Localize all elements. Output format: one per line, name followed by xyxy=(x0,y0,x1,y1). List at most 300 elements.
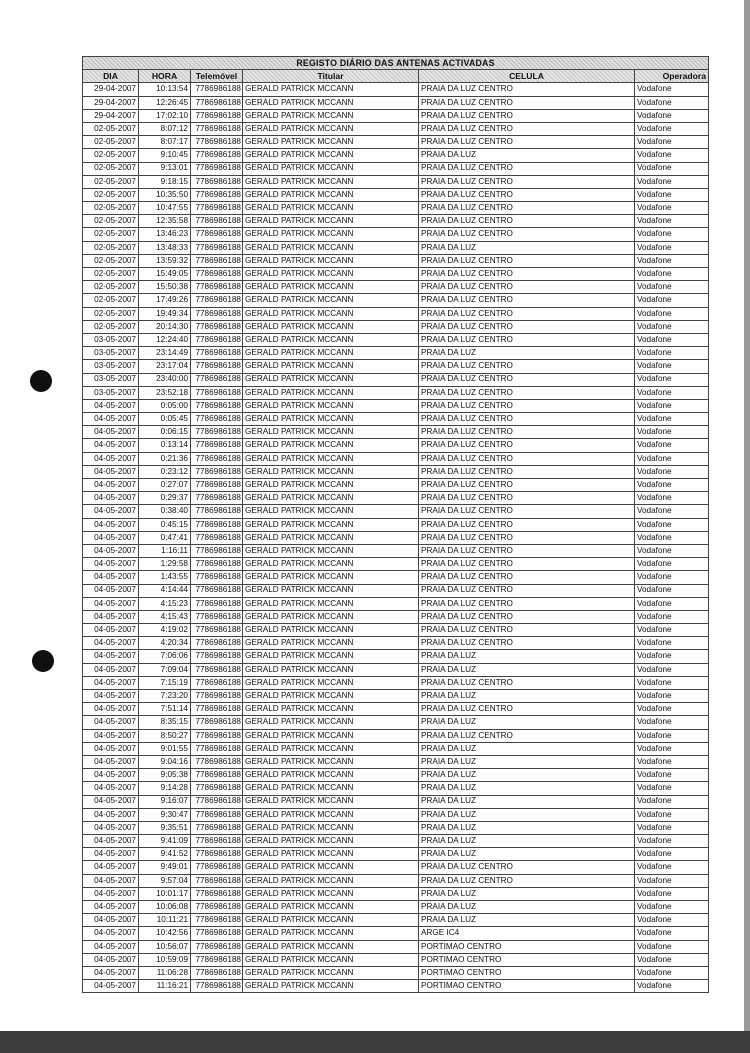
cell-celula: PRAIA DA LUZ xyxy=(419,663,635,676)
cell-dia: 04-05-2007 xyxy=(83,452,139,465)
cell-celula: PRAIA DA LUZ CENTRO xyxy=(419,333,635,346)
cell-hora: 23:14:49 xyxy=(139,347,191,360)
table-row xyxy=(83,347,709,360)
cell-dia: 04-05-2007 xyxy=(83,861,139,874)
cell-operadora: Vodafone xyxy=(635,175,709,188)
cell-hora: 0:23:12 xyxy=(139,465,191,478)
cell-dia: 29-04-2007 xyxy=(83,109,139,122)
cell-hora: 10:13:54 xyxy=(139,83,191,96)
cell-dia: 02-05-2007 xyxy=(83,281,139,294)
cell-celula: PRAIA DA LUZ xyxy=(419,848,635,861)
cell-telemovel: 7786986188 xyxy=(191,228,243,241)
cell-dia: 04-05-2007 xyxy=(83,505,139,518)
table-row xyxy=(83,413,709,426)
cell-hora: 23:52:18 xyxy=(139,386,191,399)
cell-dia: 04-05-2007 xyxy=(83,795,139,808)
cell-titular: GERALD PATRICK MCCANN xyxy=(243,914,419,927)
cell-celula: PRAIA DA LUZ CENTRO xyxy=(419,307,635,320)
cell-celula: PORTIMAO CENTRO xyxy=(419,980,635,993)
cell-celula: PRAIA DA LUZ xyxy=(419,742,635,755)
table-row xyxy=(83,333,709,346)
cell-dia: 02-05-2007 xyxy=(83,268,139,281)
table-row xyxy=(83,307,709,320)
cell-titular: GERALD PATRICK MCCANN xyxy=(243,452,419,465)
cell-operadora: Vodafone xyxy=(635,439,709,452)
table-row xyxy=(83,874,709,887)
cell-hora: 10:59:09 xyxy=(139,953,191,966)
cell-dia: 04-05-2007 xyxy=(83,571,139,584)
cell-titular: GERALD PATRICK MCCANN xyxy=(243,307,419,320)
cell-dia: 04-05-2007 xyxy=(83,426,139,439)
table-row xyxy=(83,782,709,795)
cell-hora: 13:59:32 xyxy=(139,254,191,267)
cell-celula: PRAIA DA LUZ CENTRO xyxy=(419,386,635,399)
cell-telemovel: 7786986188 xyxy=(191,703,243,716)
cell-celula: PRAIA DA LUZ xyxy=(419,901,635,914)
cell-operadora: Vodafone xyxy=(635,835,709,848)
cell-titular: GERALD PATRICK MCCANN xyxy=(243,492,419,505)
cell-operadora: Vodafone xyxy=(635,980,709,993)
cell-operadora: Vodafone xyxy=(635,755,709,768)
cell-hora: 0:27:07 xyxy=(139,479,191,492)
table-row xyxy=(83,188,709,201)
table-row xyxy=(83,927,709,940)
table-header-row xyxy=(83,70,709,83)
cell-hora: 9:41:52 xyxy=(139,848,191,861)
cell-titular: GERALD PATRICK MCCANN xyxy=(243,479,419,492)
cell-operadora: Vodafone xyxy=(635,795,709,808)
cell-celula: PRAIA DA LUZ xyxy=(419,769,635,782)
table-row xyxy=(83,690,709,703)
cell-dia: 04-05-2007 xyxy=(83,821,139,834)
cell-celula: PRAIA DA LUZ CENTRO xyxy=(419,162,635,175)
cell-telemovel: 7786986188 xyxy=(191,597,243,610)
cell-telemovel: 7786986188 xyxy=(191,808,243,821)
cell-operadora: Vodafone xyxy=(635,914,709,927)
cell-celula: PRAIA DA LUZ xyxy=(419,914,635,927)
cell-dia: 04-05-2007 xyxy=(83,940,139,953)
cell-celula: PRAIA DA LUZ CENTRO xyxy=(419,452,635,465)
cell-titular: GERALD PATRICK MCCANN xyxy=(243,386,419,399)
cell-operadora: Vodafone xyxy=(635,821,709,834)
cell-operadora: Vodafone xyxy=(635,597,709,610)
cell-telemovel: 7786986188 xyxy=(191,610,243,623)
cell-titular: GERALD PATRICK MCCANN xyxy=(243,690,419,703)
cell-titular: GERALD PATRICK MCCANN xyxy=(243,742,419,755)
table-row xyxy=(83,887,709,900)
cell-titular: GERALD PATRICK MCCANN xyxy=(243,122,419,135)
cell-hora: 9:13:01 xyxy=(139,162,191,175)
cell-dia: 02-05-2007 xyxy=(83,254,139,267)
cell-telemovel: 7786986188 xyxy=(191,439,243,452)
cell-hora: 9:57:04 xyxy=(139,874,191,887)
table-row xyxy=(83,281,709,294)
column-header-hora: HORA xyxy=(139,70,191,83)
cell-dia: 03-05-2007 xyxy=(83,333,139,346)
cell-celula: PRAIA DA LUZ xyxy=(419,782,635,795)
cell-titular: GERALD PATRICK MCCANN xyxy=(243,544,419,557)
cell-celula: PRAIA DA LUZ CENTRO xyxy=(419,268,635,281)
cell-dia: 04-05-2007 xyxy=(83,874,139,887)
cell-hora: 0:21:36 xyxy=(139,452,191,465)
cell-operadora: Vodafone xyxy=(635,268,709,281)
cell-telemovel: 7786986188 xyxy=(191,399,243,412)
table-row xyxy=(83,320,709,333)
cell-operadora: Vodafone xyxy=(635,492,709,505)
cell-dia: 04-05-2007 xyxy=(83,610,139,623)
cell-hora: 4:15:23 xyxy=(139,597,191,610)
cell-titular: GERALD PATRICK MCCANN xyxy=(243,571,419,584)
cell-hora: 10:56:07 xyxy=(139,940,191,953)
cell-telemovel: 7786986188 xyxy=(191,676,243,689)
table-row xyxy=(83,571,709,584)
cell-titular: GERALD PATRICK MCCANN xyxy=(243,927,419,940)
cell-operadora: Vodafone xyxy=(635,584,709,597)
cell-dia: 04-05-2007 xyxy=(83,544,139,557)
cell-celula: PRAIA DA LUZ CENTRO xyxy=(419,729,635,742)
cell-operadora: Vodafone xyxy=(635,320,709,333)
cell-celula: PRAIA DA LUZ CENTRO xyxy=(419,439,635,452)
cell-operadora: Vodafone xyxy=(635,518,709,531)
cell-hora: 9:14:28 xyxy=(139,782,191,795)
cell-telemovel: 7786986188 xyxy=(191,188,243,201)
cell-hora: 9:05:38 xyxy=(139,769,191,782)
cell-operadora: Vodafone xyxy=(635,479,709,492)
cell-operadora: Vodafone xyxy=(635,188,709,201)
cell-titular: GERALD PATRICK MCCANN xyxy=(243,413,419,426)
cell-dia: 04-05-2007 xyxy=(83,663,139,676)
cell-operadora: Vodafone xyxy=(635,202,709,215)
cell-dia: 04-05-2007 xyxy=(83,637,139,650)
table-row xyxy=(83,294,709,307)
cell-operadora: Vodafone xyxy=(635,940,709,953)
cell-titular: GERALD PATRICK MCCANN xyxy=(243,729,419,742)
cell-hora: 8:50:27 xyxy=(139,729,191,742)
cell-telemovel: 7786986188 xyxy=(191,848,243,861)
cell-dia: 29-04-2007 xyxy=(83,83,139,96)
cell-celula: PRAIA DA LUZ CENTRO xyxy=(419,531,635,544)
table-row xyxy=(83,149,709,162)
cell-hora: 9:18:15 xyxy=(139,175,191,188)
cell-telemovel: 7786986188 xyxy=(191,136,243,149)
cell-operadora: Vodafone xyxy=(635,215,709,228)
table-row xyxy=(83,558,709,571)
cell-dia: 02-05-2007 xyxy=(83,202,139,215)
cell-titular: GERALD PATRICK MCCANN xyxy=(243,703,419,716)
document-title: REGISTO DIÁRIO DAS ANTENAS ACTIVADAS xyxy=(83,57,709,70)
cell-dia: 04-05-2007 xyxy=(83,835,139,848)
cell-hora: 10:01:17 xyxy=(139,887,191,900)
table-row xyxy=(83,808,709,821)
cell-telemovel: 7786986188 xyxy=(191,294,243,307)
cell-telemovel: 7786986188 xyxy=(191,953,243,966)
cell-celula: PRAIA DA LUZ CENTRO xyxy=(419,874,635,887)
table-row xyxy=(83,544,709,557)
cell-hora: 8:07:12 xyxy=(139,122,191,135)
cell-hora: 8:35:15 xyxy=(139,716,191,729)
cell-hora: 0:05:00 xyxy=(139,399,191,412)
cell-celula: PRAIA DA LUZ xyxy=(419,690,635,703)
cell-operadora: Vodafone xyxy=(635,848,709,861)
cell-telemovel: 7786986188 xyxy=(191,544,243,557)
cell-operadora: Vodafone xyxy=(635,122,709,135)
cell-titular: GERALD PATRICK MCCANN xyxy=(243,966,419,979)
cell-operadora: Vodafone xyxy=(635,676,709,689)
cell-titular: GERALD PATRICK MCCANN xyxy=(243,637,419,650)
cell-titular: GERALD PATRICK MCCANN xyxy=(243,848,419,861)
cell-dia: 04-05-2007 xyxy=(83,413,139,426)
cell-celula: PRAIA DA LUZ CENTRO xyxy=(419,610,635,623)
cell-telemovel: 7786986188 xyxy=(191,663,243,676)
cell-operadora: Vodafone xyxy=(635,624,709,637)
cell-hora: 7:51:14 xyxy=(139,703,191,716)
cell-celula: PRAIA DA LUZ CENTRO xyxy=(419,202,635,215)
cell-hora: 10:47:55 xyxy=(139,202,191,215)
cell-hora: 12:26:45 xyxy=(139,96,191,109)
cell-telemovel: 7786986188 xyxy=(191,518,243,531)
cell-dia: 04-05-2007 xyxy=(83,703,139,716)
cell-operadora: Vodafone xyxy=(635,149,709,162)
cell-telemovel: 7786986188 xyxy=(191,268,243,281)
table-row xyxy=(83,624,709,637)
table-row xyxy=(83,452,709,465)
cell-telemovel: 7786986188 xyxy=(191,782,243,795)
cell-celula: PRAIA DA LUZ CENTRO xyxy=(419,571,635,584)
cell-operadora: Vodafone xyxy=(635,901,709,914)
table-row xyxy=(83,742,709,755)
cell-operadora: Vodafone xyxy=(635,650,709,663)
cell-titular: GERALD PATRICK MCCANN xyxy=(243,347,419,360)
cell-hora: 10:42:56 xyxy=(139,927,191,940)
table-row xyxy=(83,215,709,228)
cell-telemovel: 7786986188 xyxy=(191,716,243,729)
cell-dia: 04-05-2007 xyxy=(83,927,139,940)
cell-hora: 13:48:33 xyxy=(139,241,191,254)
cell-celula: PRAIA DA LUZ CENTRO xyxy=(419,122,635,135)
cell-operadora: Vodafone xyxy=(635,966,709,979)
cell-operadora: Vodafone xyxy=(635,769,709,782)
table-row xyxy=(83,821,709,834)
cell-dia: 04-05-2007 xyxy=(83,808,139,821)
table-row xyxy=(83,980,709,993)
cell-hora: 12:35:58 xyxy=(139,215,191,228)
cell-operadora: Vodafone xyxy=(635,571,709,584)
cell-titular: GERALD PATRICK MCCANN xyxy=(243,676,419,689)
cell-hora: 9:10:45 xyxy=(139,149,191,162)
cell-titular: GERALD PATRICK MCCANN xyxy=(243,650,419,663)
cell-titular: GERALD PATRICK MCCANN xyxy=(243,518,419,531)
scan-edge-bottom xyxy=(0,1031,750,1053)
cell-telemovel: 7786986188 xyxy=(191,624,243,637)
cell-titular: GERALD PATRICK MCCANN xyxy=(243,136,419,149)
cell-hora: 7:15:19 xyxy=(139,676,191,689)
cell-telemovel: 7786986188 xyxy=(191,874,243,887)
cell-celula: PORTIMAO CENTRO xyxy=(419,940,635,953)
antenna-register-table xyxy=(82,56,709,993)
table-row xyxy=(83,861,709,874)
cell-telemovel: 7786986188 xyxy=(191,637,243,650)
cell-titular: GERALD PATRICK MCCANN xyxy=(243,399,419,412)
cell-hora: 4:15:43 xyxy=(139,610,191,623)
cell-telemovel: 7786986188 xyxy=(191,584,243,597)
table-row xyxy=(83,386,709,399)
table-row xyxy=(83,96,709,109)
cell-operadora: Vodafone xyxy=(635,716,709,729)
cell-telemovel: 7786986188 xyxy=(191,333,243,346)
table-row xyxy=(83,439,709,452)
cell-telemovel: 7786986188 xyxy=(191,479,243,492)
cell-operadora: Vodafone xyxy=(635,254,709,267)
cell-dia: 02-05-2007 xyxy=(83,320,139,333)
table-row xyxy=(83,914,709,927)
cell-telemovel: 7786986188 xyxy=(191,320,243,333)
cell-telemovel: 7786986188 xyxy=(191,927,243,940)
cell-celula: ARGE IC4 xyxy=(419,927,635,940)
cell-telemovel: 7786986188 xyxy=(191,861,243,874)
cell-hora: 11:06:28 xyxy=(139,966,191,979)
cell-hora: 23:40:00 xyxy=(139,373,191,386)
cell-operadora: Vodafone xyxy=(635,333,709,346)
cell-dia: 04-05-2007 xyxy=(83,848,139,861)
cell-titular: GERALD PATRICK MCCANN xyxy=(243,505,419,518)
cell-telemovel: 7786986188 xyxy=(191,122,243,135)
table-row xyxy=(83,465,709,478)
cell-telemovel: 7786986188 xyxy=(191,755,243,768)
table-row xyxy=(83,940,709,953)
table-row xyxy=(83,83,709,96)
table-row xyxy=(83,729,709,742)
table-row xyxy=(83,703,709,716)
table-row xyxy=(83,901,709,914)
cell-celula: PRAIA DA LUZ xyxy=(419,795,635,808)
cell-titular: GERALD PATRICK MCCANN xyxy=(243,901,419,914)
cell-operadora: Vodafone xyxy=(635,887,709,900)
cell-celula: PRAIA DA LUZ CENTRO xyxy=(419,228,635,241)
cell-operadora: Vodafone xyxy=(635,637,709,650)
cell-titular: GERALD PATRICK MCCANN xyxy=(243,953,419,966)
cell-titular: GERALD PATRICK MCCANN xyxy=(243,835,419,848)
cell-titular: GERALD PATRICK MCCANN xyxy=(243,254,419,267)
cell-titular: GERALD PATRICK MCCANN xyxy=(243,610,419,623)
cell-dia: 04-05-2007 xyxy=(83,399,139,412)
cell-celula: PRAIA DA LUZ CENTRO xyxy=(419,136,635,149)
cell-hora: 0:47:41 xyxy=(139,531,191,544)
cell-celula: PRAIA DA LUZ CENTRO xyxy=(419,96,635,109)
cell-telemovel: 7786986188 xyxy=(191,650,243,663)
cell-hora: 17:49:26 xyxy=(139,294,191,307)
cell-operadora: Vodafone xyxy=(635,360,709,373)
cell-titular: GERALD PATRICK MCCANN xyxy=(243,716,419,729)
cell-celula: PRAIA DA LUZ CENTRO xyxy=(419,637,635,650)
cell-operadora: Vodafone xyxy=(635,531,709,544)
cell-hora: 0:38:40 xyxy=(139,505,191,518)
table-row xyxy=(83,650,709,663)
cell-celula: PORTIMAO CENTRO xyxy=(419,953,635,966)
table-body xyxy=(83,83,709,993)
cell-operadora: Vodafone xyxy=(635,558,709,571)
cell-dia: 29-04-2007 xyxy=(83,96,139,109)
cell-hora: 17:02:10 xyxy=(139,109,191,122)
cell-telemovel: 7786986188 xyxy=(191,347,243,360)
cell-celula: PRAIA DA LUZ CENTRO xyxy=(419,109,635,122)
table-row xyxy=(83,241,709,254)
cell-celula: PRAIA DA LUZ CENTRO xyxy=(419,465,635,478)
cell-titular: GERALD PATRICK MCCANN xyxy=(243,109,419,122)
cell-dia: 04-05-2007 xyxy=(83,439,139,452)
cell-operadora: Vodafone xyxy=(635,505,709,518)
cell-telemovel: 7786986188 xyxy=(191,202,243,215)
cell-titular: GERALD PATRICK MCCANN xyxy=(243,808,419,821)
cell-celula: PRAIA DA LUZ xyxy=(419,808,635,821)
table-row xyxy=(83,492,709,505)
cell-telemovel: 7786986188 xyxy=(191,109,243,122)
cell-dia: 02-05-2007 xyxy=(83,241,139,254)
cell-hora: 9:35:51 xyxy=(139,821,191,834)
table-title-row xyxy=(83,57,709,70)
cell-celula: PRAIA DA LUZ xyxy=(419,821,635,834)
cell-titular: GERALD PATRICK MCCANN xyxy=(243,940,419,953)
cell-titular: GERALD PATRICK MCCANN xyxy=(243,861,419,874)
cell-dia: 04-05-2007 xyxy=(83,901,139,914)
cell-telemovel: 7786986188 xyxy=(191,690,243,703)
cell-celula: PRAIA DA LUZ CENTRO xyxy=(419,426,635,439)
cell-dia: 04-05-2007 xyxy=(83,887,139,900)
table-row xyxy=(83,716,709,729)
cell-celula: PRAIA DA LUZ CENTRO xyxy=(419,544,635,557)
cell-telemovel: 7786986188 xyxy=(191,729,243,742)
table-row xyxy=(83,597,709,610)
cell-titular: GERALD PATRICK MCCANN xyxy=(243,188,419,201)
table-row xyxy=(83,531,709,544)
cell-hora: 9:01:55 xyxy=(139,742,191,755)
cell-operadora: Vodafone xyxy=(635,663,709,676)
cell-hora: 7:23:20 xyxy=(139,690,191,703)
cell-telemovel: 7786986188 xyxy=(191,215,243,228)
cell-operadora: Vodafone xyxy=(635,136,709,149)
cell-dia: 04-05-2007 xyxy=(83,676,139,689)
cell-telemovel: 7786986188 xyxy=(191,96,243,109)
cell-celula: PRAIA DA LUZ CENTRO xyxy=(419,518,635,531)
cell-operadora: Vodafone xyxy=(635,347,709,360)
cell-telemovel: 7786986188 xyxy=(191,452,243,465)
cell-operadora: Vodafone xyxy=(635,874,709,887)
cell-hora: 0:06:15 xyxy=(139,426,191,439)
cell-operadora: Vodafone xyxy=(635,386,709,399)
cell-dia: 04-05-2007 xyxy=(83,769,139,782)
cell-dia: 04-05-2007 xyxy=(83,465,139,478)
table-row xyxy=(83,360,709,373)
cell-titular: GERALD PATRICK MCCANN xyxy=(243,558,419,571)
cell-hora: 4:19:02 xyxy=(139,624,191,637)
cell-hora: 7:09:04 xyxy=(139,663,191,676)
column-header-titular: Titular xyxy=(243,70,419,83)
cell-telemovel: 7786986188 xyxy=(191,966,243,979)
cell-hora: 0:13:14 xyxy=(139,439,191,452)
cell-dia: 03-05-2007 xyxy=(83,373,139,386)
punch-hole-lower xyxy=(32,650,54,672)
cell-telemovel: 7786986188 xyxy=(191,940,243,953)
cell-dia: 04-05-2007 xyxy=(83,479,139,492)
cell-titular: GERALD PATRICK MCCANN xyxy=(243,874,419,887)
cell-dia: 04-05-2007 xyxy=(83,742,139,755)
table-row xyxy=(83,162,709,175)
cell-hora: 13:46:23 xyxy=(139,228,191,241)
cell-operadora: Vodafone xyxy=(635,782,709,795)
cell-celula: PRAIA DA LUZ xyxy=(419,755,635,768)
cell-operadora: Vodafone xyxy=(635,241,709,254)
cell-operadora: Vodafone xyxy=(635,703,709,716)
cell-hora: 15:49:05 xyxy=(139,268,191,281)
